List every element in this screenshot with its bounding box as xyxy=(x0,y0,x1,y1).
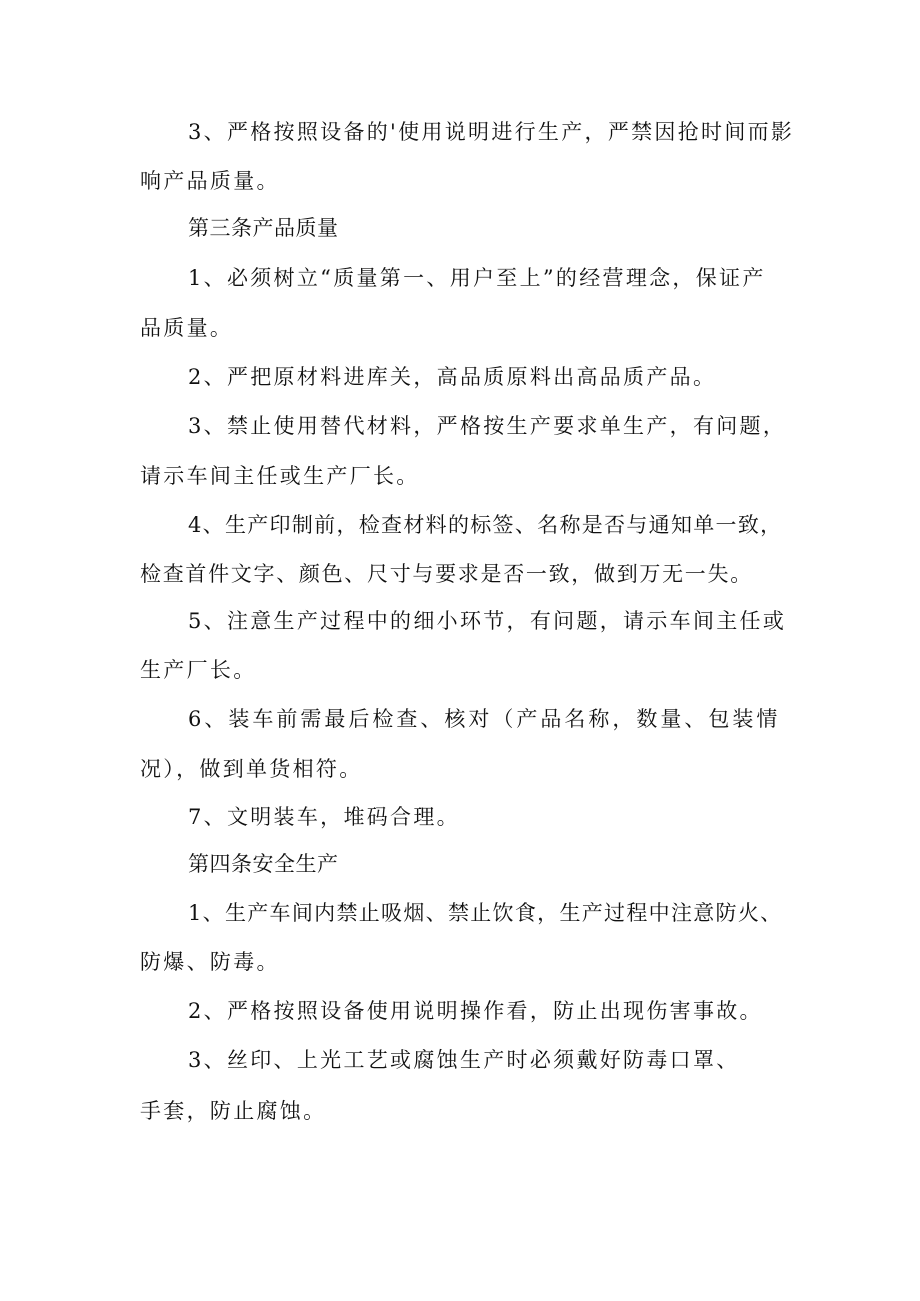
paragraph-line: 2、严格按照设备使用说明操作看，防止出现伤害事故。 xyxy=(188,999,763,1023)
section-heading-text: 第四条安全生产 xyxy=(188,852,339,876)
paragraph-line: 2、严把原材料进库关，高品质原料出高品质产品。 xyxy=(188,365,717,389)
paragraph-line: 3、丝印、上光工艺或腐蚀生产时必须戴好防毒口罩、 xyxy=(188,1048,740,1072)
paragraph-line: 手套，防止腐蚀。 xyxy=(140,1099,327,1123)
paragraph-line: 品质量。 xyxy=(140,316,234,340)
paragraph-line: 5、注意生产过程中的细小环节，有问题，请示车间主任或 xyxy=(188,609,787,633)
paragraph-line: 生产厂长。 xyxy=(140,658,257,682)
paragraph-line: 响产品质量。 xyxy=(140,169,280,193)
paragraph-line: 1、生产车间内禁止吸烟、禁止饮食，生产过程中注意防火、 xyxy=(188,901,783,925)
paragraph-line: 7、文明装车，堆码合理。 xyxy=(188,805,460,829)
paragraph-line: 3、禁止使用替代材料，严格按生产要求单生产，有问题， xyxy=(188,414,787,438)
paragraph-line: 3、严格按照设备的'使用说明进行生产，严禁因抢时间而影 xyxy=(188,120,795,144)
paragraph-line: 检查首件文字、颜色、尺寸与要求是否一致，做到万无一失。 xyxy=(140,562,753,586)
paragraph-line: 请示车间主任或生产厂长。 xyxy=(140,464,420,488)
paragraph-line: 6、装车前需最后检查、核对（产品名称，数量、包装情 xyxy=(188,707,781,731)
paragraph-line: 防爆、防毒。 xyxy=(140,950,280,974)
paragraph-line: 1、必须树立“质量第一、用户至上”的经营理念，保证产 xyxy=(188,266,766,290)
paragraph-line: 况），做到单货相符。 xyxy=(140,757,363,781)
section-heading-text: 第三条产品质量 xyxy=(188,216,339,240)
paragraph-line: 4、生产印制前，检查材料的标签、名称是否与通知单一致， xyxy=(188,513,783,537)
